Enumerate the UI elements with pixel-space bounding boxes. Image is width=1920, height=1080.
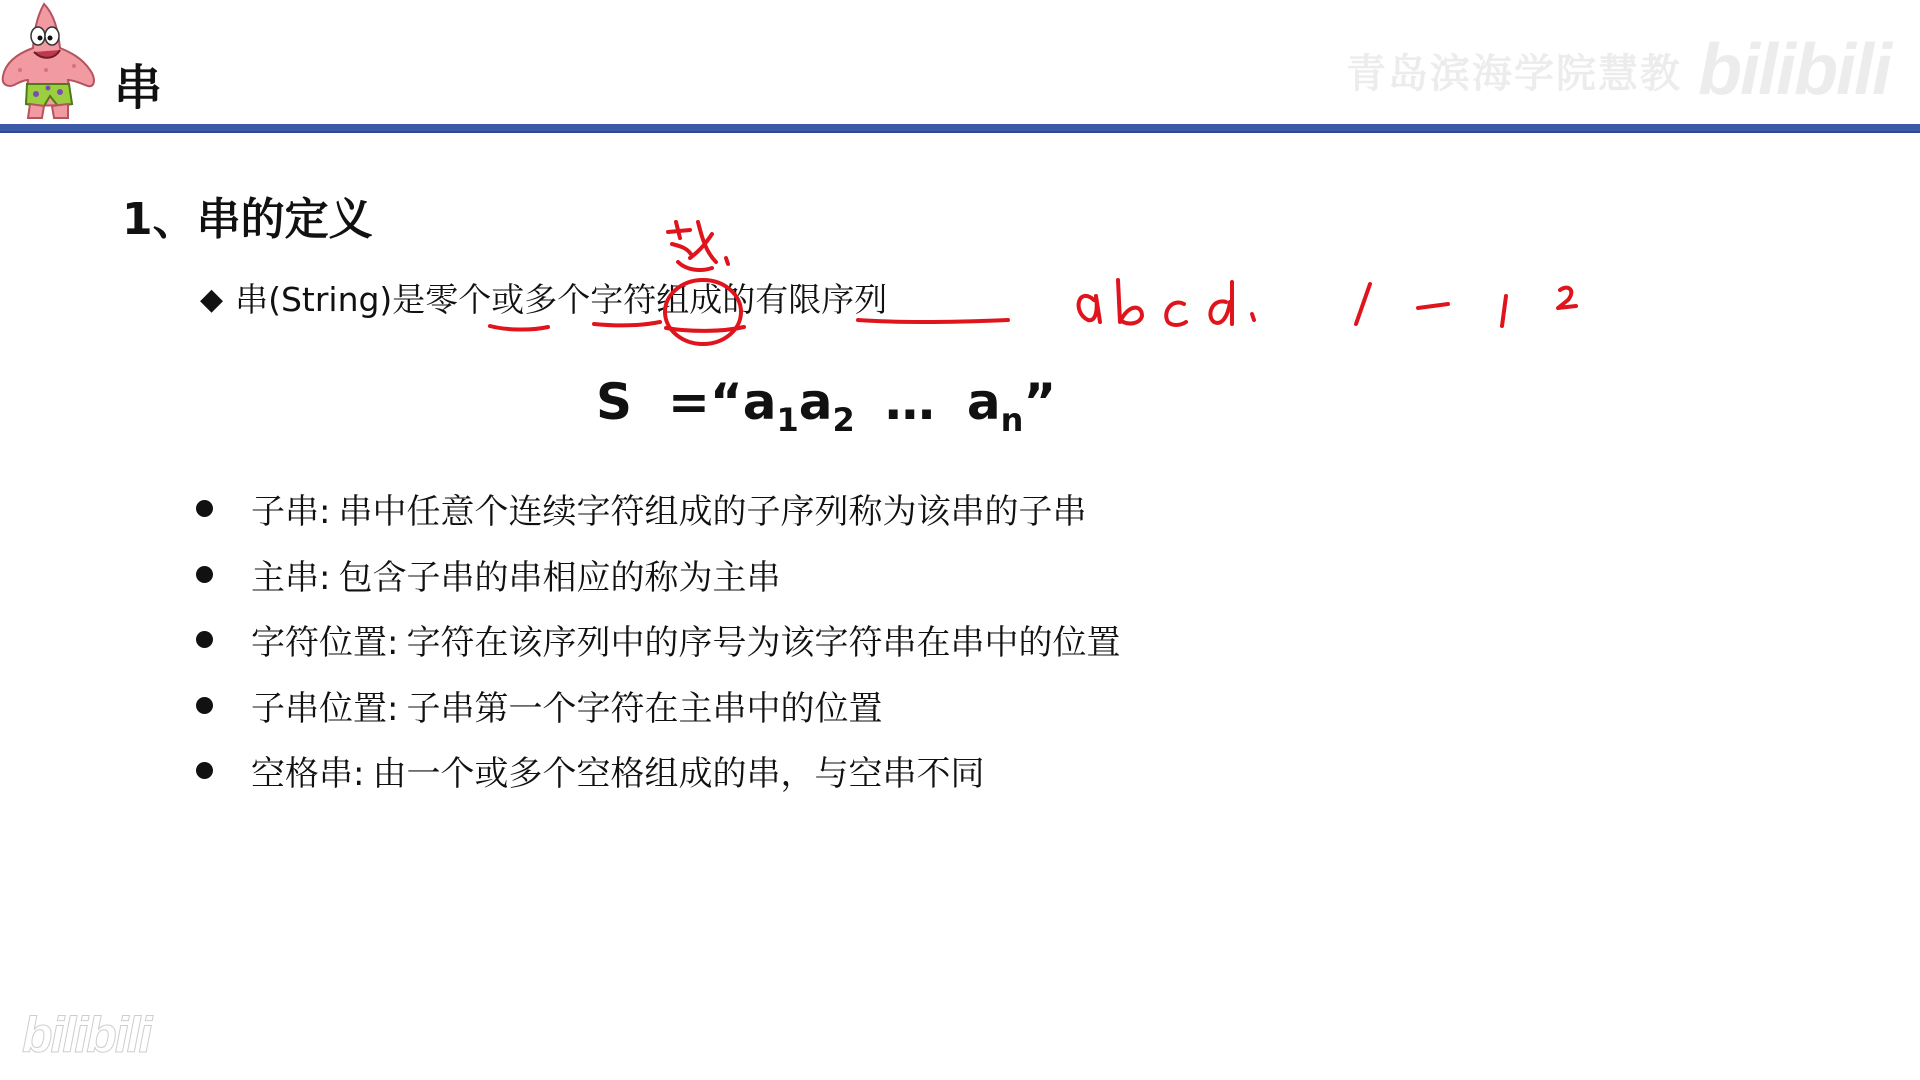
ink-slash (1356, 284, 1370, 324)
list-item-term: 子串: (251, 492, 331, 533)
bullet-dot-icon (196, 500, 213, 517)
definition-list (196, 476, 1120, 804)
bullet-dot-icon (196, 631, 213, 648)
list-item-desc: 字符在该序列中的序号为该字符串在串中的位置 (406, 623, 1121, 664)
formula-an: a (966, 373, 1001, 431)
formula-sub2: 2 (832, 401, 855, 439)
ink-note-mark (668, 222, 728, 270)
ink-underline-char (666, 327, 744, 331)
list-item (196, 738, 1120, 804)
list-item (196, 542, 1120, 608)
list-item (196, 607, 1120, 673)
ink-comma (1252, 314, 1254, 320)
list-item-term: 主串: (251, 557, 331, 598)
ink-letter-d (1210, 282, 1232, 324)
formula-lhs: S (596, 373, 633, 431)
list-item (196, 673, 1120, 739)
title-divider (0, 124, 1920, 133)
definition-text: 串(String)是零个或多个字符组成的有限序列 (235, 280, 888, 319)
channel-watermark-text: 青岛滨海学院慧教 (1346, 50, 1683, 97)
ink-two (1558, 288, 1576, 308)
bilibili-logo-icon: bilibili (1698, 30, 1890, 110)
ink-dash (1418, 304, 1448, 308)
ink-letter-b (1118, 280, 1142, 323)
string-formula (596, 370, 1057, 439)
list-item-term: 空格串: (251, 754, 365, 795)
list-item-desc: 串中任意个连续字符组成的子序列称为该串的子串 (338, 492, 1087, 533)
list-item-desc: 包含子串的串相应的称为主串 (338, 557, 781, 598)
ink-letter-c (1166, 303, 1186, 325)
bullet-dot-icon (196, 566, 213, 583)
page-title: 串 (114, 60, 163, 116)
list-item-desc: 由一个或多个空格组成的串，与空串不同 (372, 754, 985, 795)
bullet-dot-icon (196, 697, 213, 714)
formula-sub1: 1 (776, 401, 799, 439)
channel-watermark (1346, 30, 1890, 110)
formula-close: ” (1023, 373, 1057, 431)
section-heading: 1、串的定义 (122, 194, 373, 245)
ink-underline-zero (490, 326, 548, 330)
formula-a2: a (798, 373, 833, 431)
formula-a1: a (742, 373, 777, 431)
list-item-desc: 子串第一个字符在主串中的位置 (406, 688, 883, 729)
formula-subn: n (1000, 401, 1024, 439)
list-item-term: 字符位置: (251, 623, 399, 664)
bullet-dot-icon (196, 762, 213, 779)
definition-line (200, 276, 887, 324)
patrick-star-mascot-icon (0, 0, 96, 124)
bilibili-corner-watermark: bilibili (22, 1007, 151, 1063)
list-item (196, 476, 1120, 542)
ink-one (1502, 296, 1506, 326)
formula-eq-open: =“ (668, 373, 743, 431)
list-item-term: 子串位置: (251, 688, 399, 729)
diamond-bullet-icon: ◆ (200, 282, 224, 317)
slide-header (0, 0, 1920, 124)
ink-letter-a (1079, 296, 1100, 322)
formula-ellipsis: … (884, 373, 935, 431)
